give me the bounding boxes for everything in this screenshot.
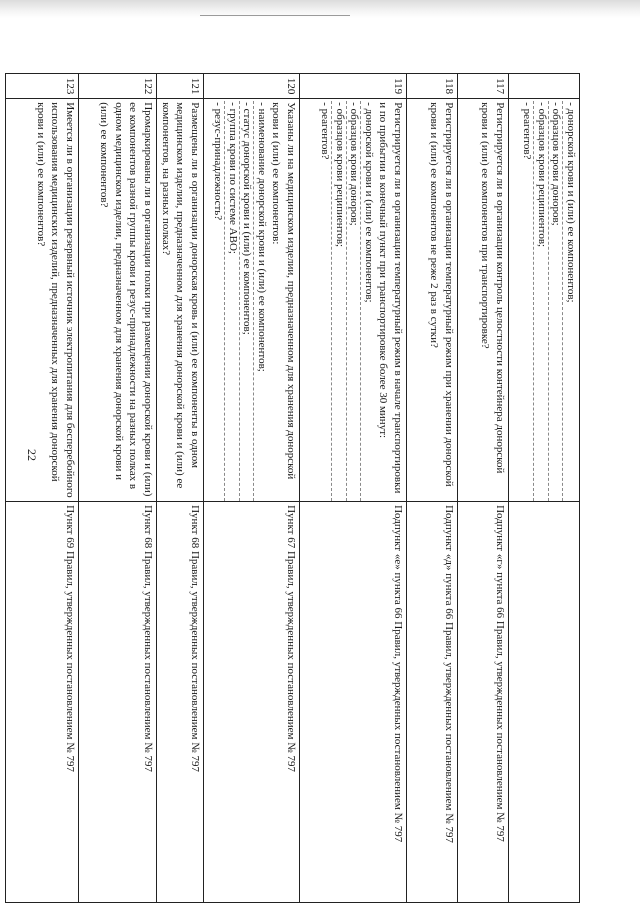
list-item: - образцов крови доноров; bbox=[549, 102, 564, 498]
question-cell bbox=[204, 99, 300, 502]
table-row bbox=[407, 74, 458, 903]
list-item: - группа крови по системе АВО; bbox=[226, 102, 241, 498]
question-text: Промаркированы ли в организации полки при размещении донорской крови и (или) ее компонентов разной группы крови и резус-принадлежности на разных полках в одном медицинском изделии, предназначенном для хранения донорской крови и (или) ее компонентов? bbox=[79, 99, 157, 502]
list-item: - реагентов? bbox=[520, 102, 535, 498]
table-row bbox=[204, 74, 300, 903]
question-text: Регистрируется ли в организации контроль целостности контейнера донорской крови и (или) ее компонентов при транспортировке? bbox=[458, 99, 509, 502]
rotated-page-content bbox=[35, 73, 580, 903]
top-rule bbox=[200, 15, 350, 16]
table-row bbox=[79, 74, 157, 903]
question-text: Регистрируется ли в организации температурный режим в начале транспортировки и по прибытии в конечный пункт при транспортировке более 30 минут: bbox=[377, 102, 404, 494]
row-number: 117 bbox=[458, 74, 509, 99]
page-number: 22 bbox=[25, 449, 39, 461]
row-number: 122 bbox=[79, 74, 157, 99]
table-row bbox=[6, 74, 79, 903]
list-item: - реагентов? bbox=[318, 102, 333, 498]
row-number: 119 bbox=[300, 74, 407, 99]
question-text: Размещены ли в организации донорская кровь и (или) ее компоненты в одном медицинском изделии, предназначенном для хранения донорской крови и (или) ее компонентов, на разных полках? bbox=[157, 99, 204, 502]
question-text: Указаны ли на медицинском изделии, предназначенном для хранения донорской крови и (или) ее компонентов: bbox=[270, 102, 297, 480]
reference-text: Подпункт «д» пункта 66 Правил, утвержденных постановлением № 797 bbox=[407, 502, 458, 903]
table-row bbox=[300, 74, 407, 903]
reference-text: Пункт 67 Правил, утвержденных постановлением № 797 bbox=[204, 502, 300, 903]
question-cell bbox=[509, 99, 580, 502]
table-row bbox=[458, 74, 509, 903]
row-number: 118 bbox=[407, 74, 458, 99]
list-item: - наименование донорской крови и (или) ее компонентов; bbox=[256, 102, 268, 372]
reference-text: Пункт 68 Правил, утвержденных постановлением № 797 bbox=[79, 502, 157, 903]
reference-cell bbox=[509, 502, 580, 903]
list-item: - образцов крови доноров; bbox=[347, 102, 362, 498]
reference-text: Пункт 69 Правил, утвержденных постановлением № 797 bbox=[6, 502, 79, 903]
table-row-continuation bbox=[509, 74, 580, 903]
list-item: - донорской крови и (или) ее компонентов; bbox=[565, 102, 577, 303]
row-number: 121 bbox=[157, 74, 204, 99]
row-number: 120 bbox=[204, 74, 300, 99]
list-item: - образцов крови реципиентов; bbox=[333, 102, 348, 498]
question-text: Имеется ли в организации резервный источник электропитания для бесперебойного использования медицинских изделий, предназначенных для хранения донорской крови и (или) ее компонентов? bbox=[6, 99, 79, 502]
question-text: Регистрируется ли в организации температурный режим при хранении донорской крови и (или) ее компонентов не реже 2 раз в сутки? bbox=[407, 99, 458, 502]
table-row bbox=[157, 74, 204, 903]
list-item: - донорской крови и (или) ее компонентов; bbox=[363, 102, 375, 303]
list-item: - образцов крови реципиентов; bbox=[535, 102, 550, 498]
list-item: - резус-принадлежность? bbox=[211, 102, 226, 498]
reference-text: Подпункт «е» пункта 66 Правил, утвержденных постановлением № 797 bbox=[300, 502, 407, 903]
question-cell bbox=[300, 99, 407, 502]
row-number-cell bbox=[509, 74, 580, 99]
row-number: 123 bbox=[6, 74, 79, 99]
list-item: - статус донорской крови и (или) ее компонентов; bbox=[240, 102, 255, 498]
reference-text: Подпункт «г» пункта 66 Правил, утвержденных постановлением № 797 bbox=[458, 502, 509, 903]
checklist-table bbox=[5, 73, 580, 903]
reference-text: Пункт 68 Правил, утвержденных постановлением № 797 bbox=[157, 502, 204, 903]
